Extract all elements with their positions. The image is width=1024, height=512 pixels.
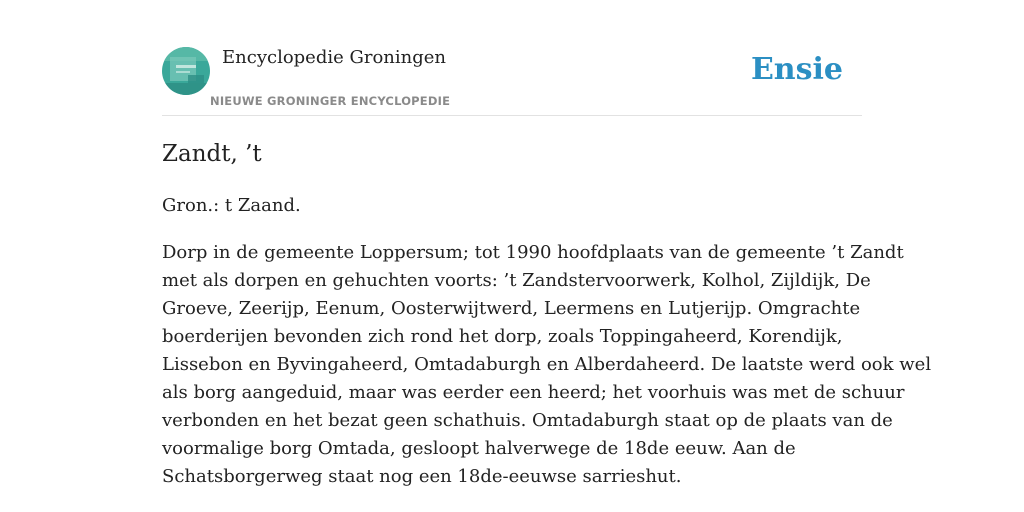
site-subtitle: NIEUWE GRONINGER ENCYCLOPEDIE [210,94,451,108]
site-name[interactable]: Encyclopedie Groningen [222,47,447,68]
article-alt-name: Gron.: t Zaand. [162,195,301,216]
article-body-line: voormalige borg Omtada, gesloopt halverwege de 18de eeuw. Aan de [162,438,796,459]
article-body-line: Dorp in de gemeente Loppersum; tot 1990 hoofdplaats van de gemeente ’t Zandt [162,242,904,263]
site-avatar[interactable] [162,47,210,95]
header-divider [162,115,862,116]
book-cover-icon [162,47,210,95]
article-body-line: boerderijen bevonden zich rond het dorp, zoals Toppingaheerd, Korendijk, [162,326,843,347]
article-body-line: Lissebon en Byvingaheerd, Omtadaburgh en Alberdaheerd. De laatste werd ook wel [162,354,932,375]
article-body-line: Groeve, Zeerijp, Eenum, Oosterwijtwerd, Leermens en Lutjerijp. Omgrachte [162,298,861,319]
article-body-line: als borg aangeduid, maar was eerder een heerd; het voorhuis was met de schuur [162,382,905,403]
article-body-line: verbonden en het bezat geen schathuis. Omtadaburgh staat op de plaats van de [162,410,893,431]
ensie-logo-link[interactable]: Ensie [750,52,843,87]
article-body [162,239,932,491]
article-title: Zandt, ’t [162,141,262,167]
article-body-line: Schatsborgerweg staat nog een 18de-eeuwse sarrieshut. [162,466,682,487]
article-body-line: met als dorpen en gehuchten voorts: ’t Zandstervoorwerk, Kolhol, Zijldijk, De [162,270,871,291]
